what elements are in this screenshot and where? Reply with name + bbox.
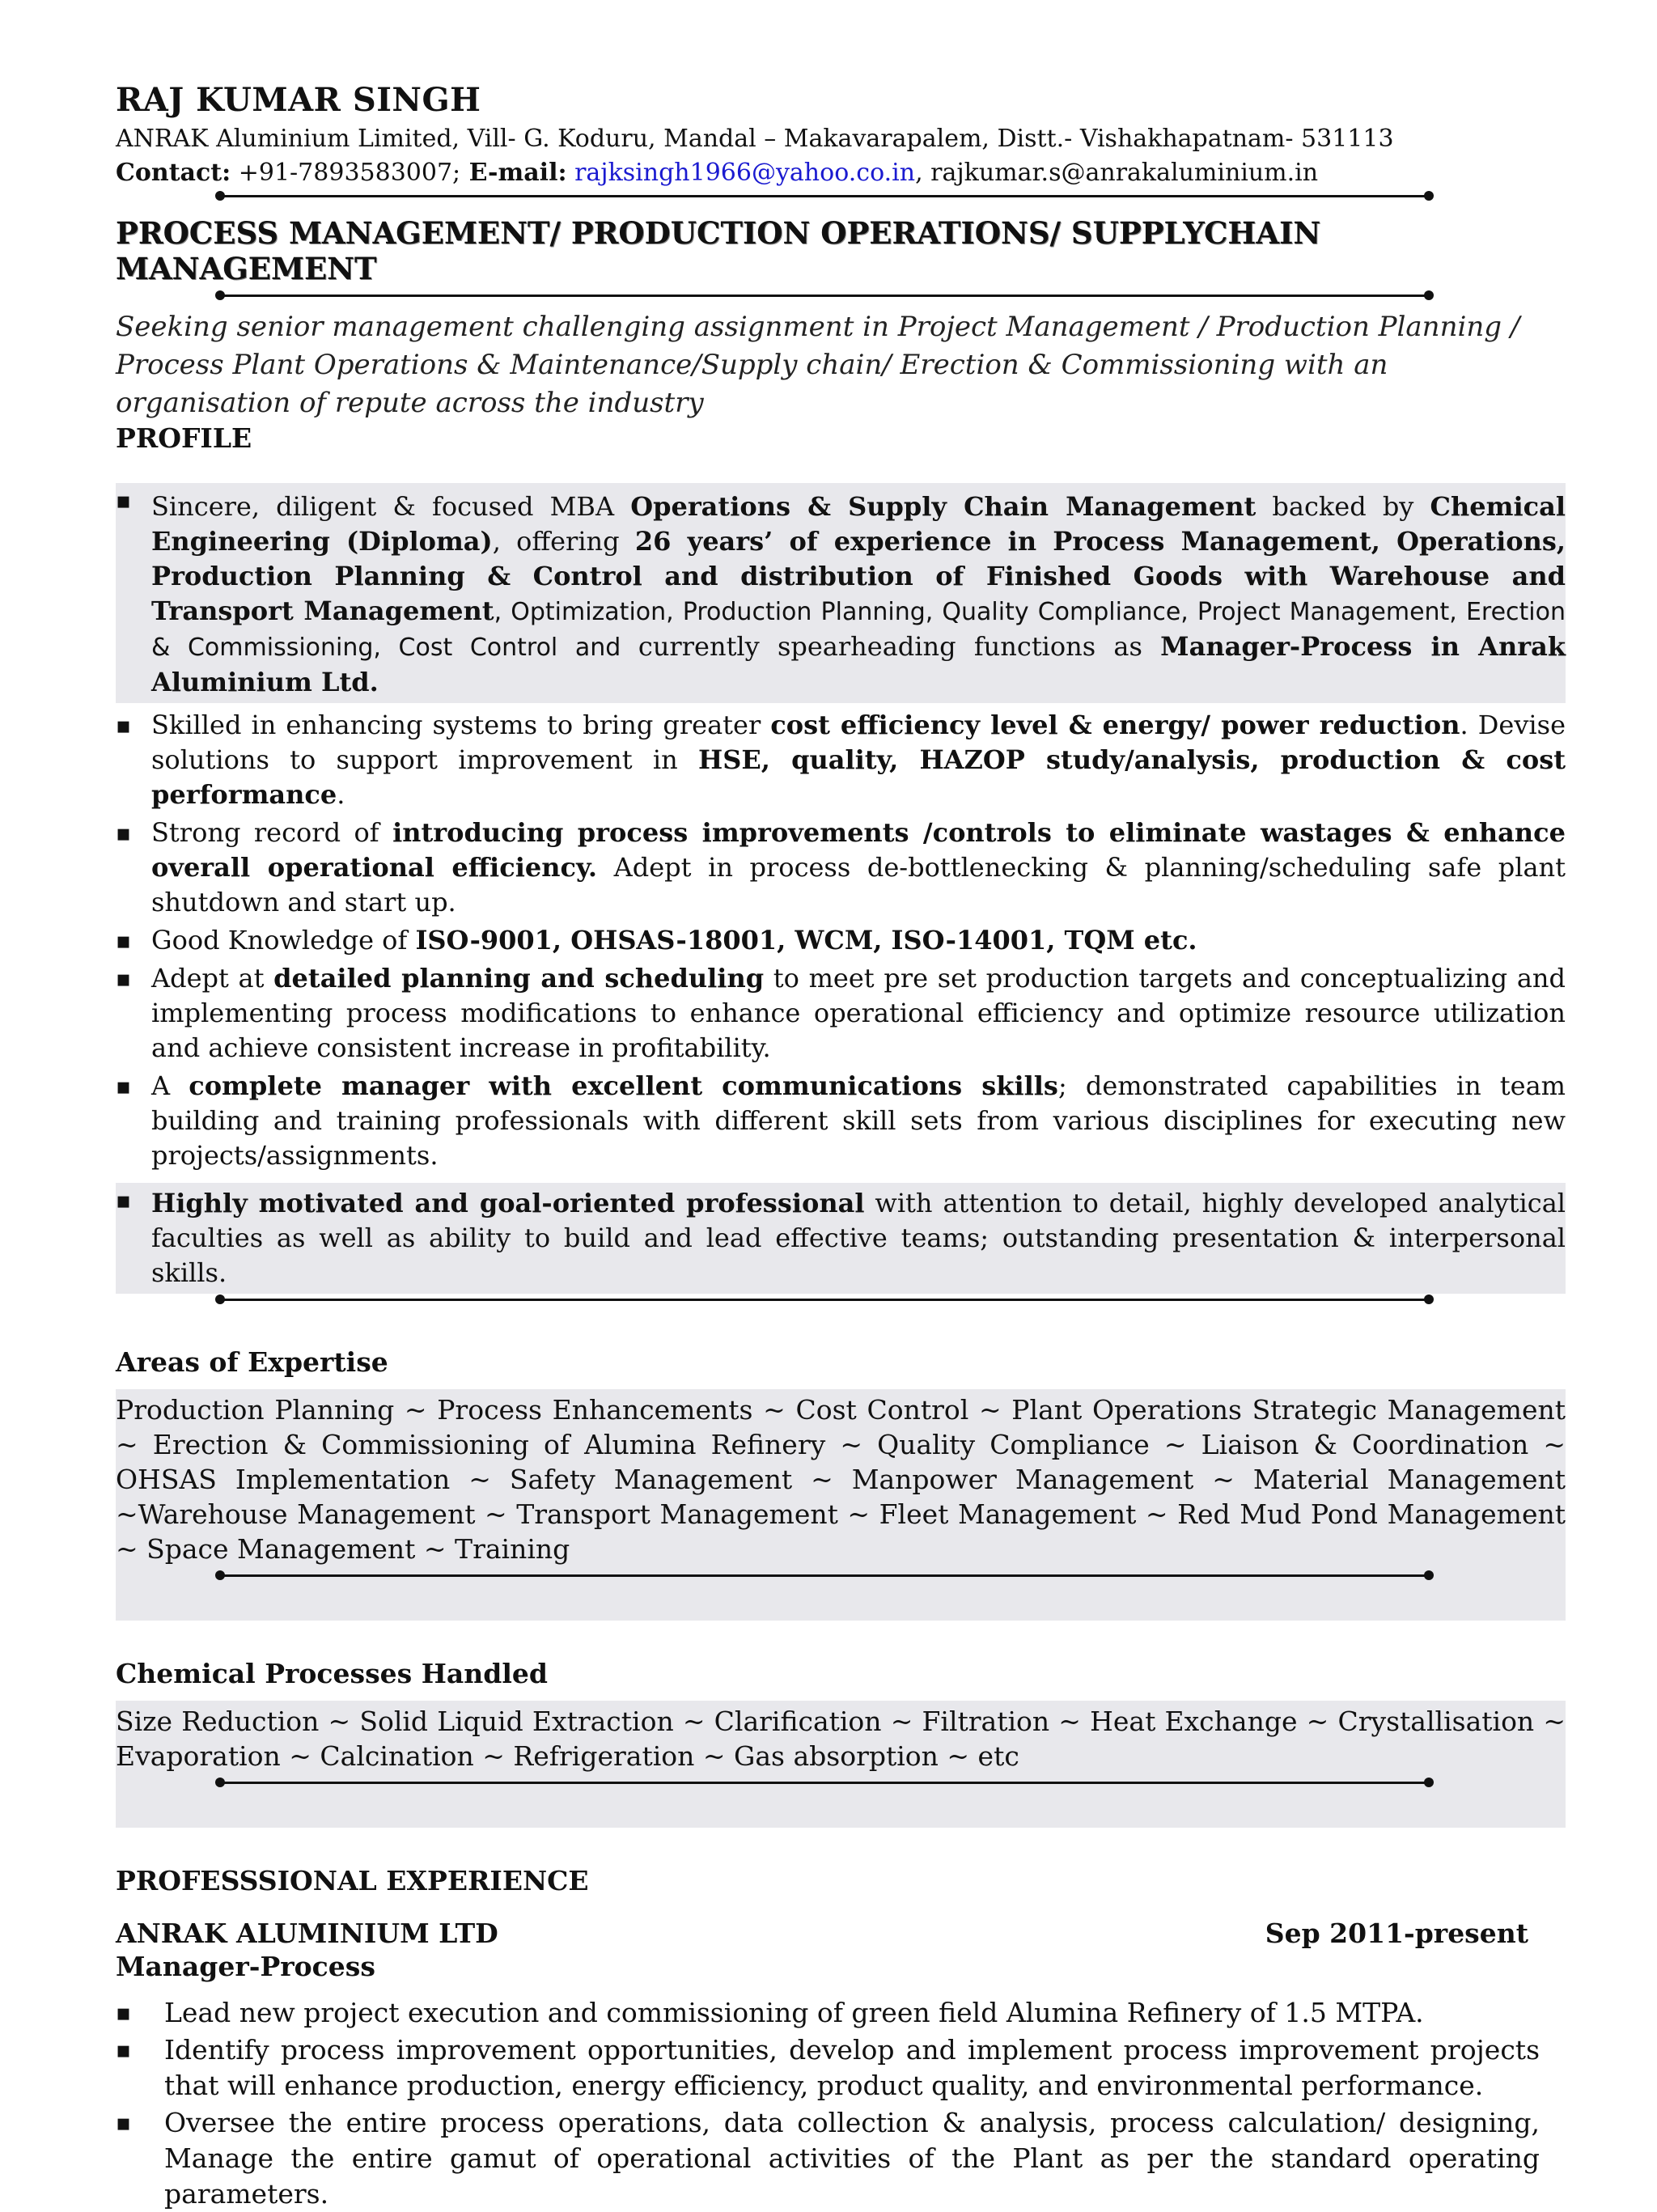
expertise-box bbox=[116, 1389, 1566, 1621]
employment-period: Sep 2011-present bbox=[1265, 1917, 1528, 1949]
profile-title: PROFILE bbox=[116, 422, 252, 454]
divider bbox=[219, 195, 1430, 197]
text: with attention to detail, highly developed analytical faculties as well as ability to build and lead effective teams; outstanding presentation & interpersonal skills. bbox=[151, 1188, 1566, 1288]
text: Skilled in enhancing systems to bring greater bbox=[151, 710, 771, 740]
chemical-title: Chemical Processes Handled bbox=[116, 1658, 548, 1689]
profile-bullet bbox=[116, 1069, 1566, 1173]
contact-label: Contact: bbox=[116, 159, 231, 187]
company-name: ANRAK ALUMINIUM LTD bbox=[116, 1917, 498, 1949]
text: Strong record of bbox=[151, 817, 393, 848]
profile-bullet bbox=[116, 961, 1566, 1066]
divider bbox=[219, 295, 1430, 297]
text: A bbox=[151, 1070, 189, 1101]
expertise-text: Production Planning ~ Process Enhancements ~ Cost Control ~ Plant Operations Strategic Management ~ Erection & Commissioning of Alumina Refinery ~ Quality Compliance ~ Liaison & Coordination ~ OHSAS Implementation ~ Safety Management ~ Manpower Management ~ Material Management ~Warehouse Management ~ Transport Management ~ Fleet Management ~ Red Mud Pond Management ~ Space Management ~ Training bbox=[116, 1394, 1566, 1565]
chemical-text: Size Reduction ~ Solid Liquid Extraction ~ Clarification ~ Filtration ~ Heat Exchange ~ Crystallisation ~ Evaporation ~ Calcination ~ Refrigeration ~ Gas absorption ~ etc bbox=[116, 1706, 1566, 1772]
experience-item: ▪ Identify process improvement opportunities, develop and implement process improvement projects that will enhance production, energy efficiency, product quality, and environmental performance. bbox=[116, 2032, 1540, 2104]
email-label: E-mail: bbox=[460, 159, 567, 187]
experience-item: ▪ Oversee the entire process operations, data collection & analysis, process calculation/ designing, Manage the entire gamut of operational activities of the Plant as per the standard operating parameters. bbox=[116, 2105, 1540, 2212]
bold-text: Operations & Supply Chain Management bbox=[630, 491, 1257, 522]
bold-text: complete manager with excellent communications skills bbox=[189, 1070, 1058, 1101]
bold-text: HSE, quality, HAZOP study/analysis, production & cost performance bbox=[151, 744, 1566, 810]
profile-bullet bbox=[116, 923, 1566, 958]
bold-text: introducing process improvements /controls to eliminate wastages & enhance overall operational efficiency. bbox=[151, 817, 1566, 883]
bold-text: ISO-9001, OHSAS-18001, WCM, ISO-14001, TQM etc. bbox=[415, 925, 1197, 956]
experience-list bbox=[116, 1995, 1540, 2212]
text: ; demonstrated capabilities in team building and training professionals with different skill sets from various disciplines for executing new projects/assignments. bbox=[151, 1070, 1566, 1171]
text: currently spearheading functions as bbox=[638, 631, 1161, 662]
bold-text: 26 years’ of experience in Process Management, Operations, Production Planning & Control and distribution of Finished Goods with Warehouse and Transport Management bbox=[151, 526, 1566, 626]
chemical-box bbox=[116, 1701, 1566, 1828]
text: Adept at bbox=[151, 963, 274, 994]
contact-line bbox=[116, 156, 1566, 190]
email-2: rajkumar.s@anrakaluminium.in bbox=[922, 159, 1319, 187]
candidate-name: RAJ KUMAR SINGH bbox=[116, 81, 481, 119]
text: , Optimization, Production Planning, Quality Compliance, Project Management, Erection & Commissioning, Cost Control and bbox=[151, 598, 1566, 662]
bold-text: Manager-Process in Anrak Aluminium Ltd. bbox=[151, 631, 1566, 697]
objective: Seeking senior management challenging assignment in Project Management / Production Planning / Process Plant Operations & Maintenance/Supply chain/ Erection & Commissioning with an organisation of repute across the industry bbox=[116, 311, 1520, 419]
job-role: Manager-Process bbox=[116, 1951, 375, 1982]
text: Sincere, diligent & focused MBA bbox=[151, 491, 631, 522]
text: . Devise solutions to support improvement in bbox=[151, 710, 1566, 775]
experience-item: ▪ Lead new project execution and commissioning of green field Alumina Refinery of 1.5 MTPA. bbox=[116, 1995, 1540, 2031]
text: to meet pre set production targets and conceptualizing and implementing process modifications to enhance operational efficiency and optimize resource utilization and achieve consistent increase in profitability. bbox=[151, 963, 1566, 1063]
divider bbox=[219, 1299, 1430, 1301]
bold-text: Highly motivated and goal-oriented professional bbox=[151, 1188, 865, 1218]
text: backed by bbox=[1256, 491, 1430, 522]
divider bbox=[219, 1782, 1430, 1784]
profile-bullet bbox=[116, 816, 1566, 920]
resume-page bbox=[116, 81, 1566, 2212]
profile-bullet bbox=[116, 1183, 1566, 1294]
text: , offering bbox=[492, 526, 635, 557]
experience-title: PROFESSSIONAL EXPERIENCE bbox=[116, 1865, 589, 1896]
text: Adept in process de-bottlenecking & planning/scheduling safe plant shutdown and start up. bbox=[151, 852, 1566, 917]
divider bbox=[219, 1574, 1430, 1577]
bold-text: cost efficiency level & energy/ power reduction bbox=[770, 710, 1460, 740]
expertise-title: Areas of Expertise bbox=[116, 1346, 388, 1378]
profile-list bbox=[116, 483, 1566, 1294]
company-row bbox=[116, 1917, 1528, 1949]
bold-text: detailed planning and scheduling bbox=[273, 963, 765, 994]
text: Good Knowledge of bbox=[151, 925, 416, 956]
headline: PROCESS MANAGEMENT/ PRODUCTION OPERATIONS/ SUPPLYCHAIN MANAGEMENT bbox=[116, 215, 1321, 286]
profile-bullet bbox=[116, 483, 1566, 703]
profile-bullet bbox=[116, 708, 1566, 812]
address-line: ANRAK Aluminium Limited, Vill- G. Koduru, Mandal – Makavarapalem, Distt.- Vishakhapatnam- 531113 bbox=[116, 125, 1394, 153]
bold-text: Chemical Engineering (Diploma) bbox=[151, 491, 1566, 557]
text: . bbox=[337, 779, 345, 810]
email-separator: , bbox=[915, 159, 923, 187]
email-link-1[interactable]: rajksingh1966@yahoo.co.in bbox=[566, 159, 916, 187]
phone-number: +91-7893583007; bbox=[231, 159, 461, 187]
